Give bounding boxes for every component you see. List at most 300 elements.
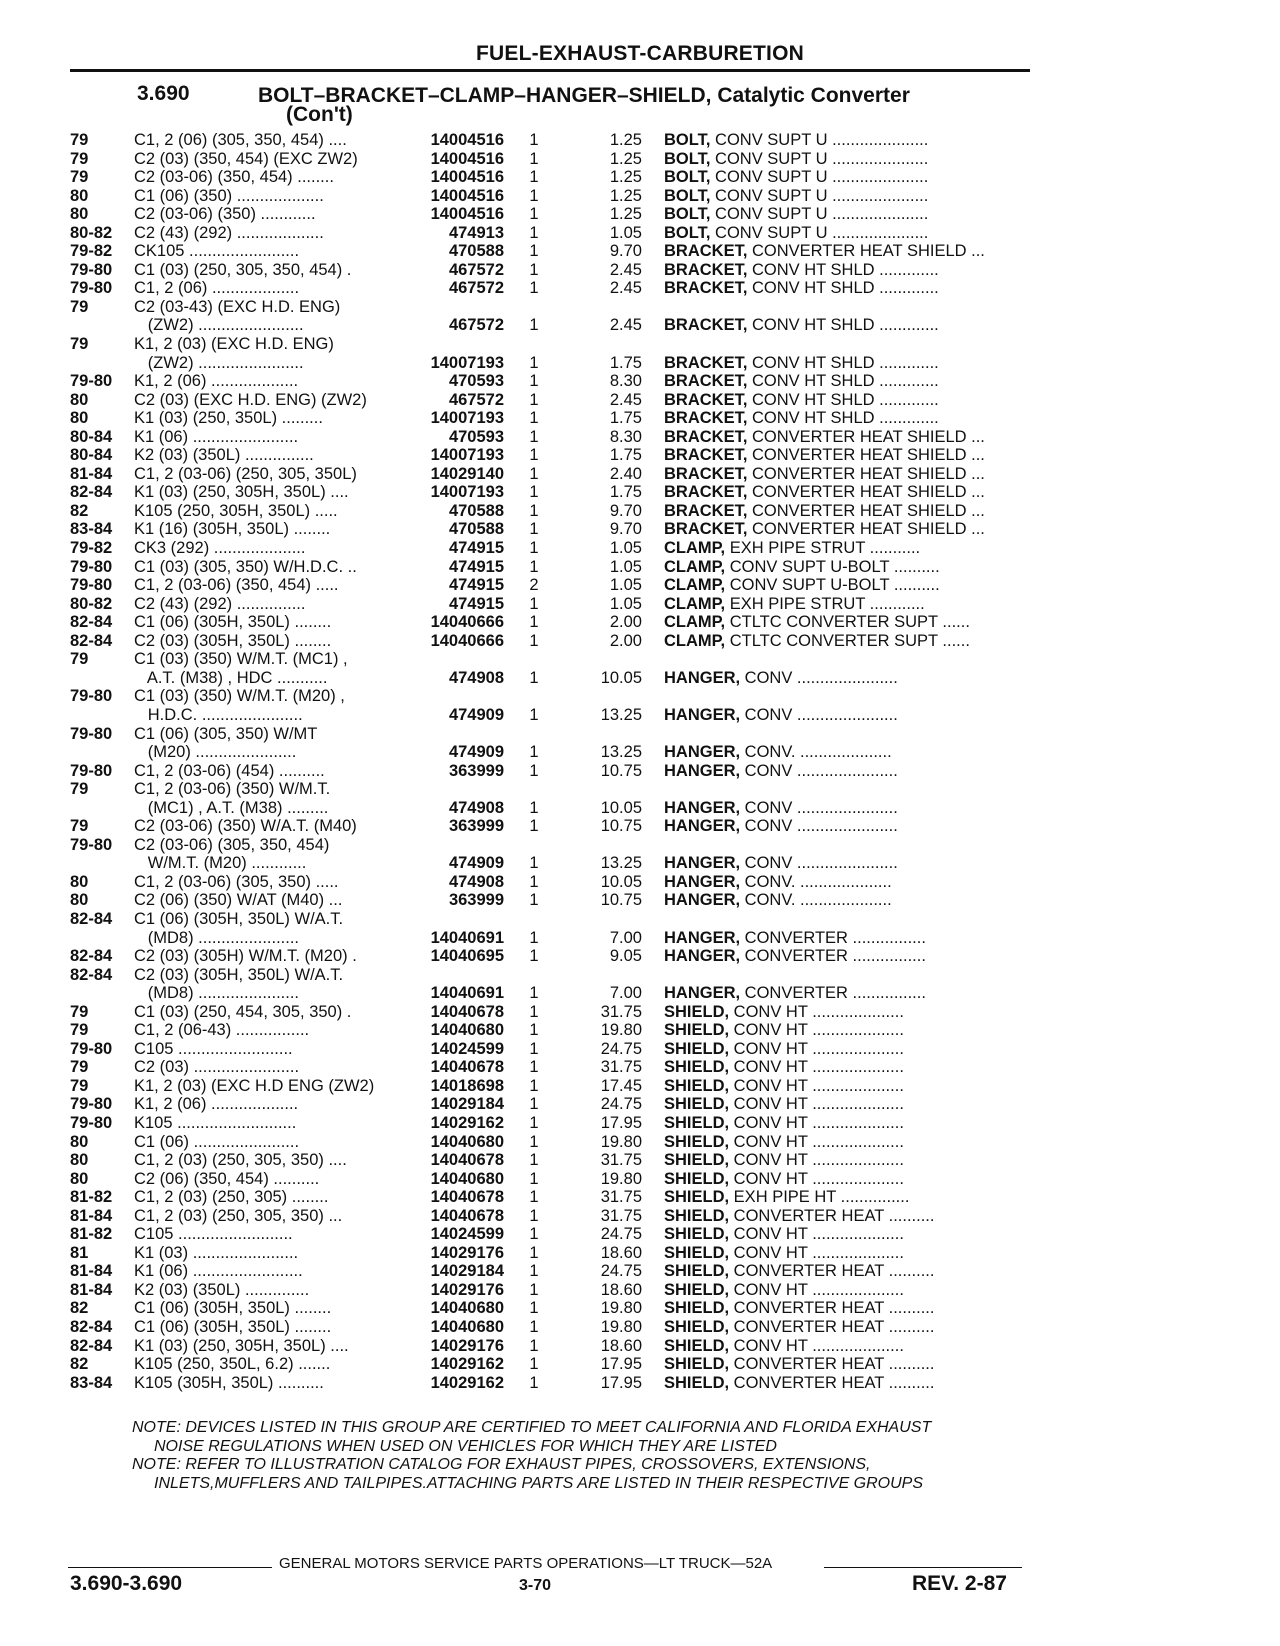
- quantity-cell: 1: [529, 520, 539, 539]
- item-detail: CONV SUPT U .....................: [710, 168, 929, 187]
- model-cell: C1 (03) (250, 305, 350, 454) .: [134, 260, 352, 279]
- model-cell: C2 (06) (350) W/AT (M40) ...: [134, 891, 343, 910]
- item-name: SHIELD,: [664, 1243, 730, 1262]
- year-cell: 82-84: [70, 1336, 113, 1355]
- quantity-cell: 1: [529, 483, 539, 502]
- table-row: [0, 1225, 1280, 1244]
- item-detail: CONVERTER ................: [740, 984, 926, 1003]
- section-subtitle: (Con't): [286, 103, 353, 126]
- table-row: [0, 1133, 1280, 1152]
- table-row: [0, 1188, 1280, 1207]
- quantity-cell: 2: [529, 576, 539, 595]
- model-cell: CK3 (292) ....................: [134, 539, 306, 558]
- description-cell: [664, 1095, 1034, 1114]
- part-number-cell: 14040680: [430, 1318, 504, 1336]
- item-name: SHIELD,: [664, 1262, 730, 1281]
- table-row: [0, 261, 1280, 280]
- price-cell: 1.05: [609, 576, 642, 595]
- year-cell: 80: [70, 1132, 89, 1151]
- part-number-cell: 14040678: [430, 1058, 504, 1077]
- description-cell: [664, 743, 1034, 762]
- part-number-cell: 467572: [448, 279, 504, 298]
- section-title: BOLT–BRACKET–CLAMP–HANGER–SHIELD, Catalytic Converter: [258, 84, 910, 107]
- item-name: BRACKET,: [664, 501, 748, 520]
- notes: [0, 1419, 1280, 1493]
- quantity-cell: 1: [529, 372, 539, 391]
- item-detail: EXH PIPE STRUT ...........: [725, 539, 921, 558]
- description-cell: [664, 261, 1034, 280]
- price-cell: 19.80: [600, 1132, 642, 1151]
- part-number-cell: 14004516: [430, 186, 504, 205]
- model-cell: C1 (06) (305H, 350L) ........: [134, 1318, 332, 1336]
- year-cell: 79-80: [70, 1095, 113, 1114]
- table-row: [0, 242, 1280, 261]
- quantity-cell: 1: [529, 186, 539, 205]
- price-cell: 31.75: [600, 1206, 642, 1225]
- part-number-cell: 363999: [448, 761, 504, 780]
- table-row: [0, 409, 1280, 428]
- model-cell: C1, 2 (03-06) (350, 454) .....: [134, 576, 339, 595]
- model-cell: K1 (03) (250, 305H, 350L) ....: [134, 483, 349, 502]
- year-cell: 79-80: [70, 260, 113, 279]
- year-cell: 82-84: [70, 947, 113, 966]
- item-detail: CONVERTER HEAT SHIELD ...: [747, 464, 985, 483]
- quantity-cell: 1: [529, 1206, 539, 1225]
- quantity-cell: 1: [529, 817, 539, 836]
- year-cell: 79-80: [70, 724, 113, 743]
- model-cell: C1, 2 (06) ...................: [134, 279, 300, 298]
- year-cell: 82: [70, 501, 89, 520]
- item-name: HANGER,: [664, 947, 741, 966]
- item-detail: CONV HT SHLD .............: [747, 409, 939, 428]
- part-number-cell: 467572: [448, 316, 504, 335]
- table-row: [0, 1318, 1280, 1337]
- model-cell: K1, 2 (06) ...................: [134, 372, 299, 391]
- item-detail: CONV SUPT U .....................: [710, 131, 929, 149]
- item-detail: CONV HT ....................: [729, 1225, 904, 1244]
- quantity-cell: 1: [529, 928, 539, 947]
- part-number-cell: 14040695: [430, 947, 504, 966]
- quantity-cell: 1: [529, 223, 539, 242]
- table-row: [0, 891, 1280, 910]
- year-cell: 80: [70, 1151, 89, 1170]
- footer-rule-right: [824, 1567, 1022, 1568]
- part-number-cell: 14040691: [430, 928, 504, 947]
- quantity-cell: 1: [529, 1132, 539, 1151]
- item-name: HANGER,: [664, 854, 741, 873]
- table-row: [0, 150, 1280, 169]
- part-number-cell: 14007193: [430, 483, 504, 502]
- price-cell: 31.75: [600, 1058, 642, 1077]
- model-cell: K2 (03) (350L) ..............: [134, 1280, 310, 1299]
- quantity-cell: 1: [529, 409, 539, 428]
- price-cell: 1.05: [609, 594, 642, 613]
- description-cell: [664, 409, 1034, 428]
- year-cell: 80: [70, 390, 89, 409]
- item-detail: CONVERTER HEAT ..........: [729, 1299, 935, 1318]
- model-cell: C2 (06) (350, 454) ..........: [134, 1169, 320, 1188]
- model-cell: C1, 2 (03-06) (454) ..........: [134, 761, 325, 780]
- model-cell: K1, 2 (03) (EXC H.D. ENG): [134, 335, 334, 354]
- table-row: [0, 687, 1280, 706]
- model-cell: CK105 ........................: [134, 242, 300, 261]
- table-row: [0, 224, 1280, 243]
- table-row: [0, 1151, 1280, 1170]
- item-detail: CTLTC CONVERTER SUPT ......: [725, 613, 970, 632]
- item-name: SHIELD,: [664, 1206, 730, 1225]
- model-cell: C2 (03-06) (305, 350, 454): [134, 835, 330, 854]
- price-cell: 2.40: [609, 464, 642, 483]
- description-cell: [664, 873, 1034, 892]
- year-cell: 80: [70, 872, 89, 891]
- part-number-cell: 14040666: [430, 631, 504, 650]
- item-name: HANGER,: [664, 705, 741, 724]
- model-cell: K1 (06) .......................: [134, 427, 299, 446]
- year-cell: 79: [70, 335, 89, 354]
- description-cell: [664, 224, 1034, 243]
- part-number-cell: 14040678: [430, 1151, 504, 1170]
- model-cell: C2 (43) (292) ...................: [134, 223, 324, 242]
- note-line: NOTE: DEVICES LISTED IN THIS GROUP ARE CERTIFIED TO MEET CALIFORNIA AND FLORIDA EXHAUST: [132, 1419, 932, 1436]
- year-cell: 82-84: [70, 1318, 113, 1336]
- description-cell: [664, 984, 1034, 1003]
- part-number-cell: 14040680: [430, 1299, 504, 1318]
- note-line: INLETS,MUFFLERS AND TAILPIPES.ATTACHING PARTS ARE LISTED IN THEIR RESPECTIVE GROUPS: [154, 1474, 924, 1492]
- table-row: [0, 1299, 1280, 1318]
- model-cell: H.D.C. ......................: [134, 705, 303, 724]
- quantity-cell: 1: [529, 539, 539, 558]
- table-row: [0, 372, 1280, 391]
- description-cell: [664, 1355, 1034, 1374]
- price-cell: 19.80: [600, 1299, 642, 1318]
- description-cell: [664, 1077, 1034, 1096]
- part-number-cell: 474908: [448, 872, 504, 891]
- quantity-cell: 1: [529, 353, 539, 372]
- item-name: SHIELD,: [664, 1095, 730, 1114]
- footer-rule-left: [68, 1567, 272, 1568]
- item-name: HANGER,: [664, 817, 741, 836]
- item-name: CLAMP,: [664, 576, 726, 595]
- description-cell: [664, 1133, 1034, 1152]
- item-detail: CONV HT ....................: [729, 1336, 904, 1355]
- part-number-cell: 14007193: [430, 353, 504, 372]
- price-cell: 1.25: [609, 186, 642, 205]
- description-cell: [664, 316, 1034, 335]
- year-cell: 79-82: [70, 539, 113, 558]
- model-cell: C1, 2 (06) (305, 350, 454) ....: [134, 131, 347, 149]
- model-cell: C2 (03-06) (350, 454) ........: [134, 168, 334, 187]
- item-name: BOLT,: [664, 149, 711, 168]
- description-cell: [664, 354, 1034, 373]
- item-name: BRACKET,: [664, 464, 748, 483]
- year-cell: 81: [70, 1243, 89, 1262]
- description-cell: [664, 131, 1034, 150]
- footer-section-range: 3.690-3.690: [70, 1572, 183, 1595]
- model-cell: K1 (03) .......................: [134, 1243, 299, 1262]
- table-row: [0, 836, 1280, 855]
- table-row: [0, 1021, 1280, 1040]
- part-number-cell: 14029162: [430, 1113, 504, 1132]
- part-number-cell: 14007193: [430, 409, 504, 428]
- price-cell: 7.00: [609, 928, 642, 947]
- footer-publisher: GENERAL MOTORS SERVICE PARTS OPERATIONS—LT TRUCK—52A: [279, 1555, 773, 1572]
- price-cell: 1.05: [609, 223, 642, 242]
- item-detail: CONVERTER HEAT SHIELD ...: [747, 483, 985, 502]
- quantity-cell: 1: [529, 1058, 539, 1077]
- item-name: CLAMP,: [664, 631, 726, 650]
- model-cell: C1 (03) (350) W/M.T. (M20) ,: [134, 687, 345, 706]
- quantity-cell: 1: [529, 1355, 539, 1374]
- item-name: SHIELD,: [664, 1151, 730, 1170]
- item-name: HANGER,: [664, 798, 741, 817]
- item-name: BRACKET,: [664, 520, 748, 539]
- part-number-cell: 14040678: [430, 1188, 504, 1207]
- item-detail: CONV HT SHLD .............: [747, 372, 939, 391]
- item-detail: CONV HT ....................: [729, 1113, 904, 1132]
- model-cell: K1 (03) (250, 350L) .........: [134, 409, 323, 428]
- description-cell: [664, 428, 1034, 447]
- quantity-cell: 1: [529, 594, 539, 613]
- year-cell: 79-80: [70, 835, 113, 854]
- model-cell: K105 (305H, 350L) ..........: [134, 1373, 324, 1392]
- table-row: [0, 205, 1280, 224]
- description-cell: [664, 372, 1034, 391]
- model-cell: C2 (03) (305H, 350L) W/A.T.: [134, 965, 344, 984]
- item-name: SHIELD,: [664, 1076, 730, 1095]
- quantity-cell: 1: [529, 501, 539, 520]
- price-cell: 17.95: [600, 1355, 642, 1374]
- description-cell: [664, 1003, 1034, 1022]
- year-cell: 79: [70, 1002, 89, 1021]
- part-number-cell: 474908: [448, 668, 504, 687]
- quantity-cell: 1: [529, 557, 539, 576]
- description-cell: [664, 576, 1034, 595]
- item-detail: CONV HT ....................: [729, 1151, 904, 1170]
- year-cell: 79-80: [70, 1039, 113, 1058]
- quantity-cell: 1: [529, 1280, 539, 1299]
- description-cell: [664, 1281, 1034, 1300]
- description-cell: [664, 817, 1034, 836]
- footer-page-number: 3-70: [518, 1577, 552, 1594]
- year-cell: 80-84: [70, 427, 113, 446]
- model-cell: K1 (06) ........................: [134, 1262, 303, 1281]
- year-cell: 79-80: [70, 1113, 113, 1132]
- table-row: [0, 929, 1280, 948]
- year-cell: 83-84: [70, 520, 113, 539]
- table-row: [0, 743, 1280, 762]
- item-detail: CONV. ....................: [740, 891, 892, 910]
- year-cell: 82: [70, 1355, 89, 1374]
- year-cell: 80: [70, 409, 89, 428]
- model-cell: C1, 2 (03-06) (350) W/M.T.: [134, 780, 331, 799]
- part-number-cell: 474909: [448, 854, 504, 873]
- table-row: [0, 966, 1280, 985]
- table-row: [0, 650, 1280, 669]
- part-number-cell: 470588: [448, 501, 504, 520]
- part-number-cell: 14024599: [430, 1039, 504, 1058]
- model-cell: C105 .........................: [134, 1225, 293, 1244]
- note-line: NOISE REGULATIONS WHEN USED ON VEHICLES FOR WHICH THEY ARE LISTED: [154, 1437, 777, 1455]
- item-detail: CONV HT ....................: [729, 1095, 904, 1114]
- model-cell: C105 .........................: [134, 1039, 293, 1058]
- model-cell: (ZW2) .......................: [134, 353, 304, 372]
- quantity-cell: 1: [529, 260, 539, 279]
- year-cell: 79: [70, 1076, 89, 1095]
- part-number-cell: 363999: [448, 817, 504, 836]
- table-row: [0, 1262, 1280, 1281]
- quantity-cell: 1: [529, 1318, 539, 1336]
- item-detail: CONV HT SHLD .............: [747, 353, 939, 372]
- table-row: [0, 1244, 1280, 1263]
- item-detail: CONVERTER HEAT SHIELD ...: [747, 501, 985, 520]
- item-detail: CONV ......................: [740, 854, 898, 873]
- description-cell: [664, 1262, 1034, 1281]
- table-row: [0, 1058, 1280, 1077]
- item-name: BRACKET,: [664, 316, 748, 335]
- model-cell: C1 (06) (305, 350) W/MT: [134, 724, 318, 743]
- description-cell: [664, 502, 1034, 521]
- description-cell: [664, 1058, 1034, 1077]
- price-cell: 2.00: [609, 631, 642, 650]
- item-detail: CONVERTER HEAT ..........: [729, 1373, 935, 1392]
- part-number-cell: 14040680: [430, 1169, 504, 1188]
- part-number-cell: 474909: [448, 705, 504, 724]
- quantity-cell: 1: [529, 1373, 539, 1392]
- header-rule: [70, 69, 1030, 72]
- item-detail: CONVERTER HEAT SHIELD ...: [747, 427, 985, 446]
- year-cell: 79: [70, 131, 89, 149]
- part-number-cell: 474915: [448, 557, 504, 576]
- model-cell: C1, 2 (03) (250, 305, 350) ...: [134, 1206, 343, 1225]
- model-cell: (MD8) ......................: [134, 928, 300, 947]
- item-name: SHIELD,: [664, 1132, 730, 1151]
- model-cell: C1 (06) .......................: [134, 1132, 300, 1151]
- quantity-cell: 1: [529, 1151, 539, 1170]
- item-detail: CONVERTER ................: [740, 928, 926, 947]
- year-cell: 79: [70, 817, 89, 836]
- year-cell: 79: [70, 780, 89, 799]
- part-number-cell: 14029176: [430, 1336, 504, 1355]
- item-name: BRACKET,: [664, 353, 748, 372]
- item-detail: EXH PIPE STRUT ............: [725, 594, 925, 613]
- item-detail: CONV HT ....................: [729, 1076, 904, 1095]
- table-row: [0, 354, 1280, 373]
- table-row: [0, 1114, 1280, 1133]
- quantity-cell: 1: [529, 316, 539, 335]
- item-detail: CONV SUPT U .....................: [710, 205, 929, 224]
- year-cell: 79: [70, 149, 89, 168]
- item-detail: CONVERTER HEAT ..........: [729, 1262, 935, 1281]
- price-cell: 17.95: [600, 1113, 642, 1132]
- part-number-cell: 14024599: [430, 1225, 504, 1244]
- model-cell: K1, 2 (03) (EXC H.D ENG (ZW2): [134, 1076, 375, 1095]
- item-name: BRACKET,: [664, 409, 748, 428]
- part-number-cell: 14029176: [430, 1280, 504, 1299]
- table-row: [0, 391, 1280, 410]
- quantity-cell: 1: [529, 205, 539, 224]
- year-cell: 81-84: [70, 464, 113, 483]
- table-row: [0, 706, 1280, 725]
- parts-table: [0, 131, 1280, 1392]
- table-row: [0, 854, 1280, 873]
- part-number-cell: 14029176: [430, 1243, 504, 1262]
- quantity-cell: 1: [529, 947, 539, 966]
- model-cell: C2 (43) (292) ...............: [134, 594, 306, 613]
- table-row: [0, 298, 1280, 317]
- part-number-cell: 467572: [448, 390, 504, 409]
- description-cell: [664, 1225, 1034, 1244]
- price-cell: 2.45: [609, 279, 642, 298]
- item-detail: CONV ......................: [740, 705, 898, 724]
- item-detail: CONV ......................: [740, 798, 898, 817]
- item-detail: CONV SUPT U .....................: [710, 223, 929, 242]
- year-cell: 82-84: [70, 631, 113, 650]
- price-cell: 24.75: [600, 1039, 642, 1058]
- item-name: HANGER,: [664, 891, 741, 910]
- model-cell: A.T. (M38) , HDC ...........: [134, 668, 328, 687]
- quantity-cell: 1: [529, 1169, 539, 1188]
- item-detail: CONVERTER HEAT SHIELD ...: [747, 520, 985, 539]
- description-cell: [664, 520, 1034, 539]
- price-cell: 13.25: [600, 854, 642, 873]
- year-cell: 80: [70, 205, 89, 224]
- part-number-cell: 474909: [448, 743, 504, 762]
- quantity-cell: 1: [529, 464, 539, 483]
- item-name: SHIELD,: [664, 1225, 730, 1244]
- part-number-cell: 474908: [448, 798, 504, 817]
- item-name: SHIELD,: [664, 1299, 730, 1318]
- item-name: SHIELD,: [664, 1058, 730, 1077]
- table-row: [0, 669, 1280, 688]
- model-cell: C2 (03) .......................: [134, 1058, 300, 1077]
- description-cell: [664, 613, 1034, 632]
- item-name: SHIELD,: [664, 1039, 730, 1058]
- quantity-cell: 1: [529, 705, 539, 724]
- year-cell: 79: [70, 1021, 89, 1040]
- part-number-cell: 14018698: [430, 1076, 504, 1095]
- item-name: SHIELD,: [664, 1373, 730, 1392]
- quantity-cell: 1: [529, 131, 539, 149]
- footer-revision: REV. 2-87: [912, 1572, 1007, 1595]
- item-name: BOLT,: [664, 223, 711, 242]
- part-number-cell: 14029184: [430, 1262, 504, 1281]
- model-cell: C1 (06) (350) ...................: [134, 186, 324, 205]
- table-row: [0, 465, 1280, 484]
- price-cell: 17.95: [600, 1373, 642, 1392]
- part-number-cell: 14004516: [430, 149, 504, 168]
- model-cell: C1, 2 (06-43) ................: [134, 1021, 310, 1040]
- item-name: BOLT,: [664, 168, 711, 187]
- item-detail: CONV HT ....................: [729, 1169, 904, 1188]
- table-row: [0, 613, 1280, 632]
- part-number-cell: 14004516: [430, 205, 504, 224]
- year-cell: 81-84: [70, 1206, 113, 1225]
- item-name: SHIELD,: [664, 1355, 730, 1374]
- part-number-cell: 474915: [448, 594, 504, 613]
- item-detail: CONVERTER ................: [740, 947, 926, 966]
- item-detail: CONV SUPT U-BOLT ..........: [725, 557, 940, 576]
- year-cell: 82-84: [70, 613, 113, 632]
- model-cell: K2 (03) (350L) ...............: [134, 446, 314, 465]
- description-cell: [664, 558, 1034, 577]
- quantity-cell: 1: [529, 1076, 539, 1095]
- item-detail: CONV SUPT U .....................: [710, 186, 929, 205]
- price-cell: 1.75: [609, 353, 642, 372]
- part-number-cell: 14040666: [430, 613, 504, 632]
- price-cell: 2.45: [609, 390, 642, 409]
- item-detail: CONV HT SHLD .............: [747, 316, 939, 335]
- part-number-cell: 470593: [448, 427, 504, 446]
